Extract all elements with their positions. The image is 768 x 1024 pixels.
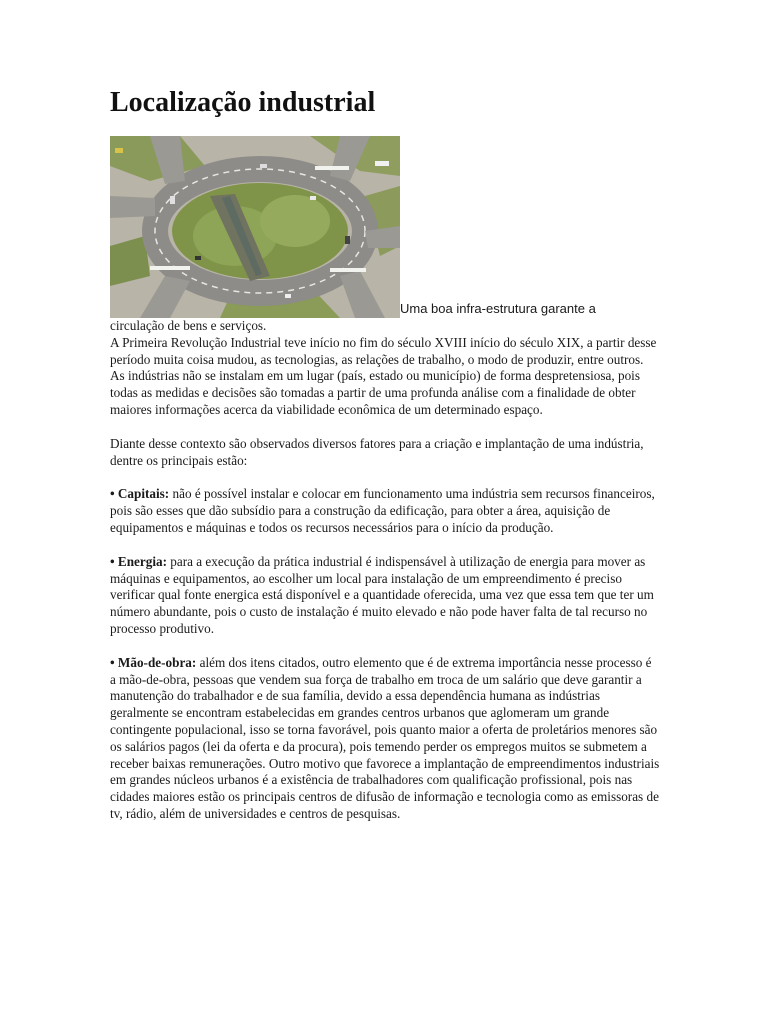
factor-capitais <box>110 486 660 536</box>
factor-label: • Mão-de-obra: <box>110 654 197 670</box>
document-page <box>110 84 660 823</box>
factor-text: além dos itens citados, outro elemento que é de extrema importância nesse processo é a mão-de-obra, pessoas que vendem sua força de trabalho em troca de um salário que deve garantir a manutenção do trabalhador e de sua família, devido a essa dependência humana as indústrias geralmente se encontram estabelecidas em grandes centros urbanos que aglomeram um grande contingente populacional, isso se torna favorável, pois quanto maior a oferta de proletários menores são os salários pagos (lei da oferta e da procura), pois temendo perder os empregos muitos se submetem a receber baixas remunerações. Outro motivo que favorece a implantação de empreendimentos industriais em grandes núcleos urbanos é a existência de trabalhadores com qualificação profissional, pois nas cidades maiores estão os principais centros de difusão de informação e tecnologia como as emissoras de tv, rádio, além de universidades e centros de pesquisas. <box>110 654 660 821</box>
photo-caption-part1: Uma boa infra-estrutura garante a <box>400 301 596 317</box>
page-title: Localização industrial <box>110 87 376 118</box>
intro-paragraph-1: A Primeira Revolução Industrial teve início no fim do século XVIII início do século XIX, a partir desse período muita coisa mudou, as tecnologias, as relações de trabalho, o modo de produzir, entre outros. <box>110 334 657 367</box>
photo-caption-part2: circulação de bens e serviços. <box>110 318 267 333</box>
photo-with-caption <box>110 136 660 318</box>
factor-mao-de-obra <box>110 655 660 823</box>
interchange-photo <box>110 136 400 318</box>
factor-text: não é possível instalar e colocar em funcionamento uma indústria sem recursos financeiros, pois são esses que dão subsídio para a construção da edificação, para obter a área, aquisição de equipamentos e máquinas e todos os recursos necessários para o início da produção. <box>110 486 655 535</box>
factor-energia <box>110 554 660 638</box>
factor-label: • Energia: <box>110 553 167 569</box>
context-paragraph: Diante desse contexto são observados diversos fatores para a criação e implantação de uma indústria, dentre os principais estão: <box>110 435 644 468</box>
factor-label: • Capitais: <box>110 486 170 502</box>
factor-text: para a execução da prática industrial é indispensável à utilização de energia para mover as máquinas e equipamentos, ao escolher um local para instalação de um empreendimento é preciso verificar qual fonte energica está disponível e a quantidade oferecida, uma vez que essa tem que ter um número abundante, pois o custo de instalação é muito elevado e não pode haver falta de tal recurso no processo produtivo. <box>110 553 654 636</box>
interchange-illustration <box>110 136 400 318</box>
intro-paragraph-2: As indústrias não se instalam em um lugar (país, estado ou município) de forma despretensiosa, pois todas as medidas e decisões são tomadas a partir de uma profunda análise com a finalidade de obter maiores informações acerca da viabilidade econômica de um determinado espaço. <box>110 368 640 417</box>
